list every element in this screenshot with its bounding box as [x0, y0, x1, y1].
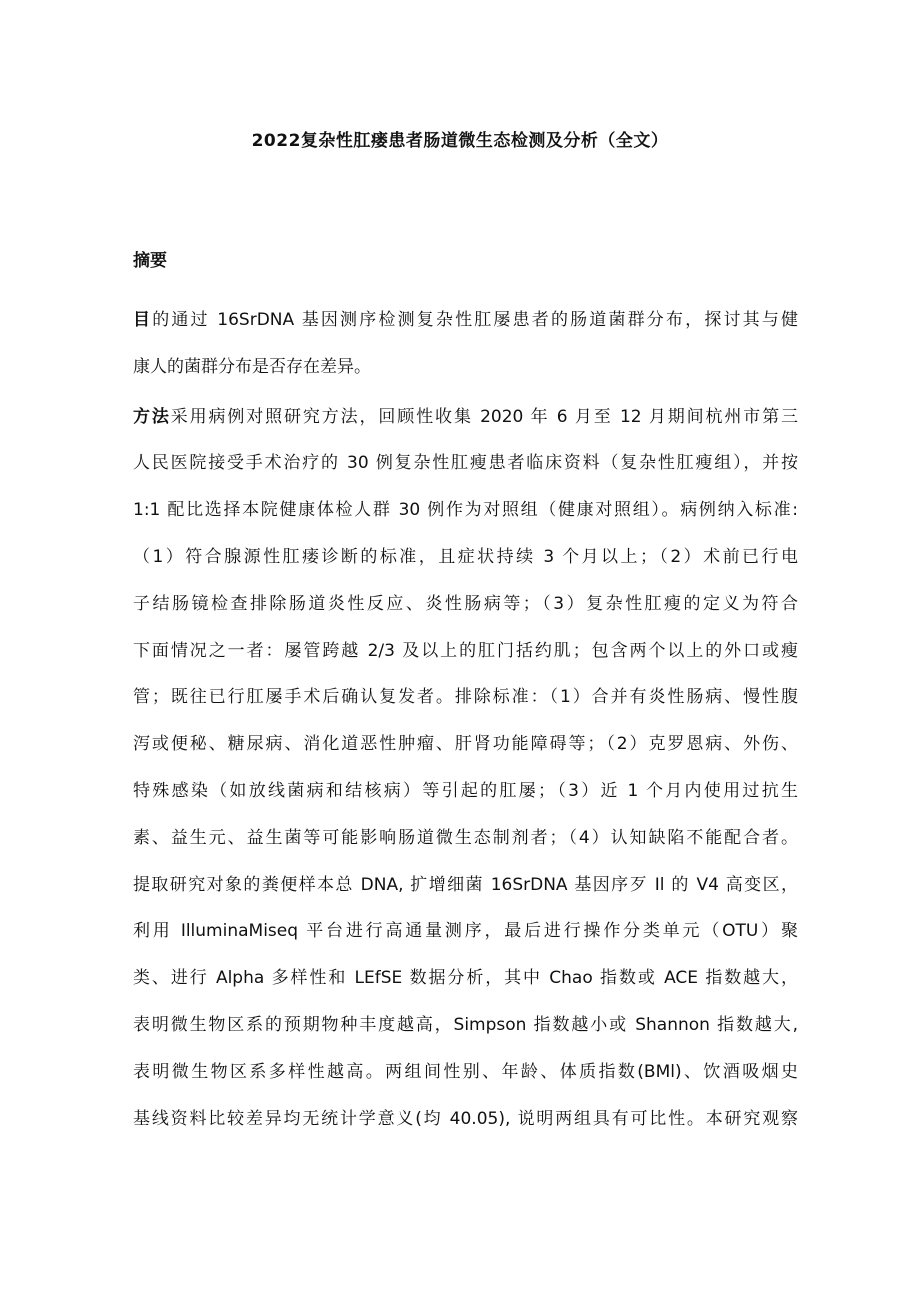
paragraph-line: 下面情况之一者：屡管跨越 2/3 及以上的肛门括约肌；包含两个以上的外口或瘦	[133, 640, 798, 661]
paragraph-line: （1）符合腺源性肛瘘诊断的标准，且症状持续 3 个月以上；（2）术前已行电	[133, 546, 798, 567]
paragraph-line: 表明微生物区系的预期物种丰度越高，Simpson 指数越小或 Shannon 指数越大,	[133, 1014, 798, 1035]
objective-lead: 目	[133, 310, 153, 330]
paragraph-line: 素、益生元、益生菌等可能影响肠道微生态制剂者；（4）认知缺陷不能配合者。	[133, 827, 798, 848]
document-title: 2022复杂性肛瘘患者肠道微生态检测及分析（全文）	[251, 131, 669, 151]
methods-paragraph	[133, 402, 798, 1151]
paragraph-line: 类、进行 Alpha 多样性和 LEfSE 数据分析，其中 Chao 指数或 ACE 指数越大，	[133, 968, 798, 989]
paragraph-line: 1:1 配比选择本院健康体检人群 30 例作为对照组（健康对照组）。病例纳入标准:	[133, 500, 798, 521]
paragraph-line: 特殊感染（如放线菌病和结核病）等引起的肛屡；（3）近 1 个月内使用过抗生	[133, 780, 798, 801]
paragraph-line	[133, 305, 798, 352]
methods-lead: 方法	[133, 406, 171, 427]
abstract-heading: 摘要	[133, 251, 167, 271]
abstract-body	[133, 305, 798, 1153]
line-text: 采用病例对照研究方法，回顾性收集 2020 年 6 月至 12 月期间杭州市第三	[170, 406, 799, 427]
paragraph-line: 康人的菌群分布是否存在差异。	[133, 356, 371, 377]
objective-paragraph	[133, 305, 798, 399]
paragraph-line	[133, 402, 798, 449]
paragraph-line: 管；既往已行肛屡手术后确认复发者。排除标准：（1）合并有炎性肠病、慢性腹	[133, 687, 798, 708]
paragraph-line: 人民医院接受手术治疗的 30 例复杂性肛瘦患者临床资料（复杂性肛瘦组），并按	[133, 453, 798, 474]
paragraph-line: 提取研究对象的粪便样本总 DNA, 扩增细菌 16SrDNA 基因序歹 Il 的 V4 高变区，	[133, 874, 798, 895]
paragraph-line: 泻或便秘、糖尿病、消化道恶性肿瘤、肝肾功能障碍等；（2）克罗恩病、外伤、	[133, 734, 798, 755]
paragraph-line: 利用 IlluminaMiseq 平台进行高通量测序，最后进行操作分类单元（OTU）聚	[133, 921, 798, 942]
paragraph-line: 表明微生物区系多样性越高。两组间性别、年龄、体质指数(BMl)、饮酒吸烟史	[133, 1061, 798, 1082]
paragraph-line: 基线资料比较差异均无统计学意义(均 40.05), 说明两组具有可比性。本研究观察	[133, 1108, 798, 1129]
paragraph-line: 子结肠镜检查排除肠道炎性反应、炎性肠病等；（3）复杂性肛瘦的定义为符合	[133, 593, 798, 614]
line-text: 的通过 16SrDNA 基因测序检测复杂性肛屡患者的肠道菌群分布，探讨其与健	[152, 310, 799, 330]
